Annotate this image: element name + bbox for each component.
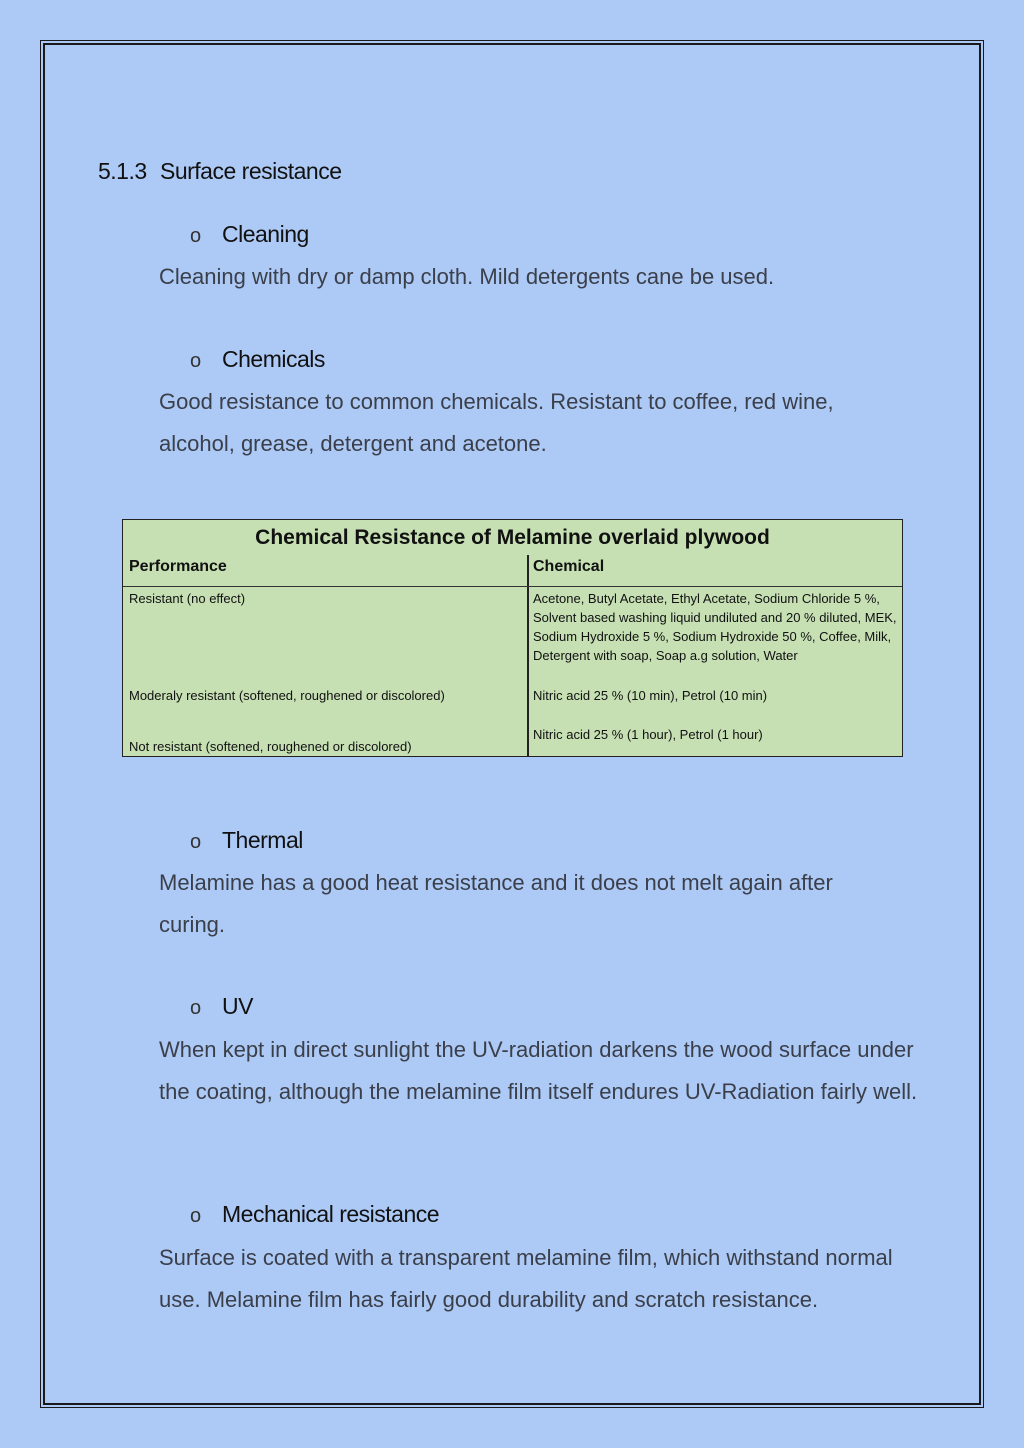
subheading-mechanical	[190, 1201, 439, 1228]
bullet-icon: o	[190, 225, 201, 247]
uv-title: UV	[222, 993, 253, 1019]
table-header-performance: Performance	[129, 558, 227, 575]
table-header-chemical: Chemical	[533, 558, 605, 575]
subheading-uv	[190, 993, 253, 1020]
chemicals-text: Good resistance to common chemicals. Resistant to coffee, red wine, alcohol, grease, detergent and acetone.	[159, 389, 834, 456]
thermal-text: Melamine has a good heat resistance and it does not melt again after curing.	[159, 870, 833, 937]
section-number: 5.1.3	[98, 158, 147, 184]
chemical-resistance-table	[122, 519, 903, 757]
subheading-thermal	[190, 827, 303, 854]
mechanical-title: Mechanical resistance	[222, 1201, 440, 1227]
bullet-icon: o	[190, 831, 201, 853]
bullet-icon: o	[190, 350, 201, 372]
bullet-icon: o	[190, 1205, 201, 1227]
table-cell-chemical: Nitric acid 25 % (10 min), Petrol (10 min)	[533, 688, 768, 703]
table-header-divider	[123, 586, 902, 587]
table-cell-chemical: Acetone, Butyl Acetate, Ethyl Acetate, Sodium Chloride 5 %, Solvent based washing liquid undiluted and 20 % diluted, MEK, Sodium Hydroxide 5 %, Sodium Hydroxide 50 %, Coffee, Milk, Detergent with soap, Soap a.g solution, Water	[533, 591, 897, 663]
cleaning-title: Cleaning	[222, 221, 309, 247]
section-title: Surface resistance	[160, 158, 342, 184]
chemicals-title: Chemicals	[222, 346, 325, 372]
subheading-cleaning	[190, 221, 309, 248]
uv-text: When kept in direct sunlight the UV-radiation darkens the wood surface under the coating, although the melamine film itself endures UV-Radiation fairly well.	[159, 1037, 918, 1104]
table-cell-chemical: Nitric acid 25 % (1 hour), Petrol (1 hour)	[533, 727, 763, 742]
mechanical-text: Surface is coated with a transparent melamine film, which withstand normal use. Melamine film has fairly good durability and scratch resistance.	[159, 1245, 893, 1312]
subheading-chemicals	[190, 346, 325, 373]
section-heading	[98, 158, 341, 185]
table-title: Chemical Resistance of Melamine overlaid plywood	[255, 526, 770, 549]
thermal-title: Thermal	[222, 827, 303, 853]
table-cell-performance: Resistant (no effect)	[129, 591, 246, 606]
table-cell-performance: Moderaly resistant (softened, roughened or discolored)	[129, 688, 445, 703]
table-cell-performance: Not resistant (softened, roughened or discolored)	[129, 739, 412, 754]
bullet-icon: o	[190, 997, 201, 1019]
cleaning-text: Cleaning with dry or damp cloth. Mild detergents cane be used.	[159, 264, 775, 289]
